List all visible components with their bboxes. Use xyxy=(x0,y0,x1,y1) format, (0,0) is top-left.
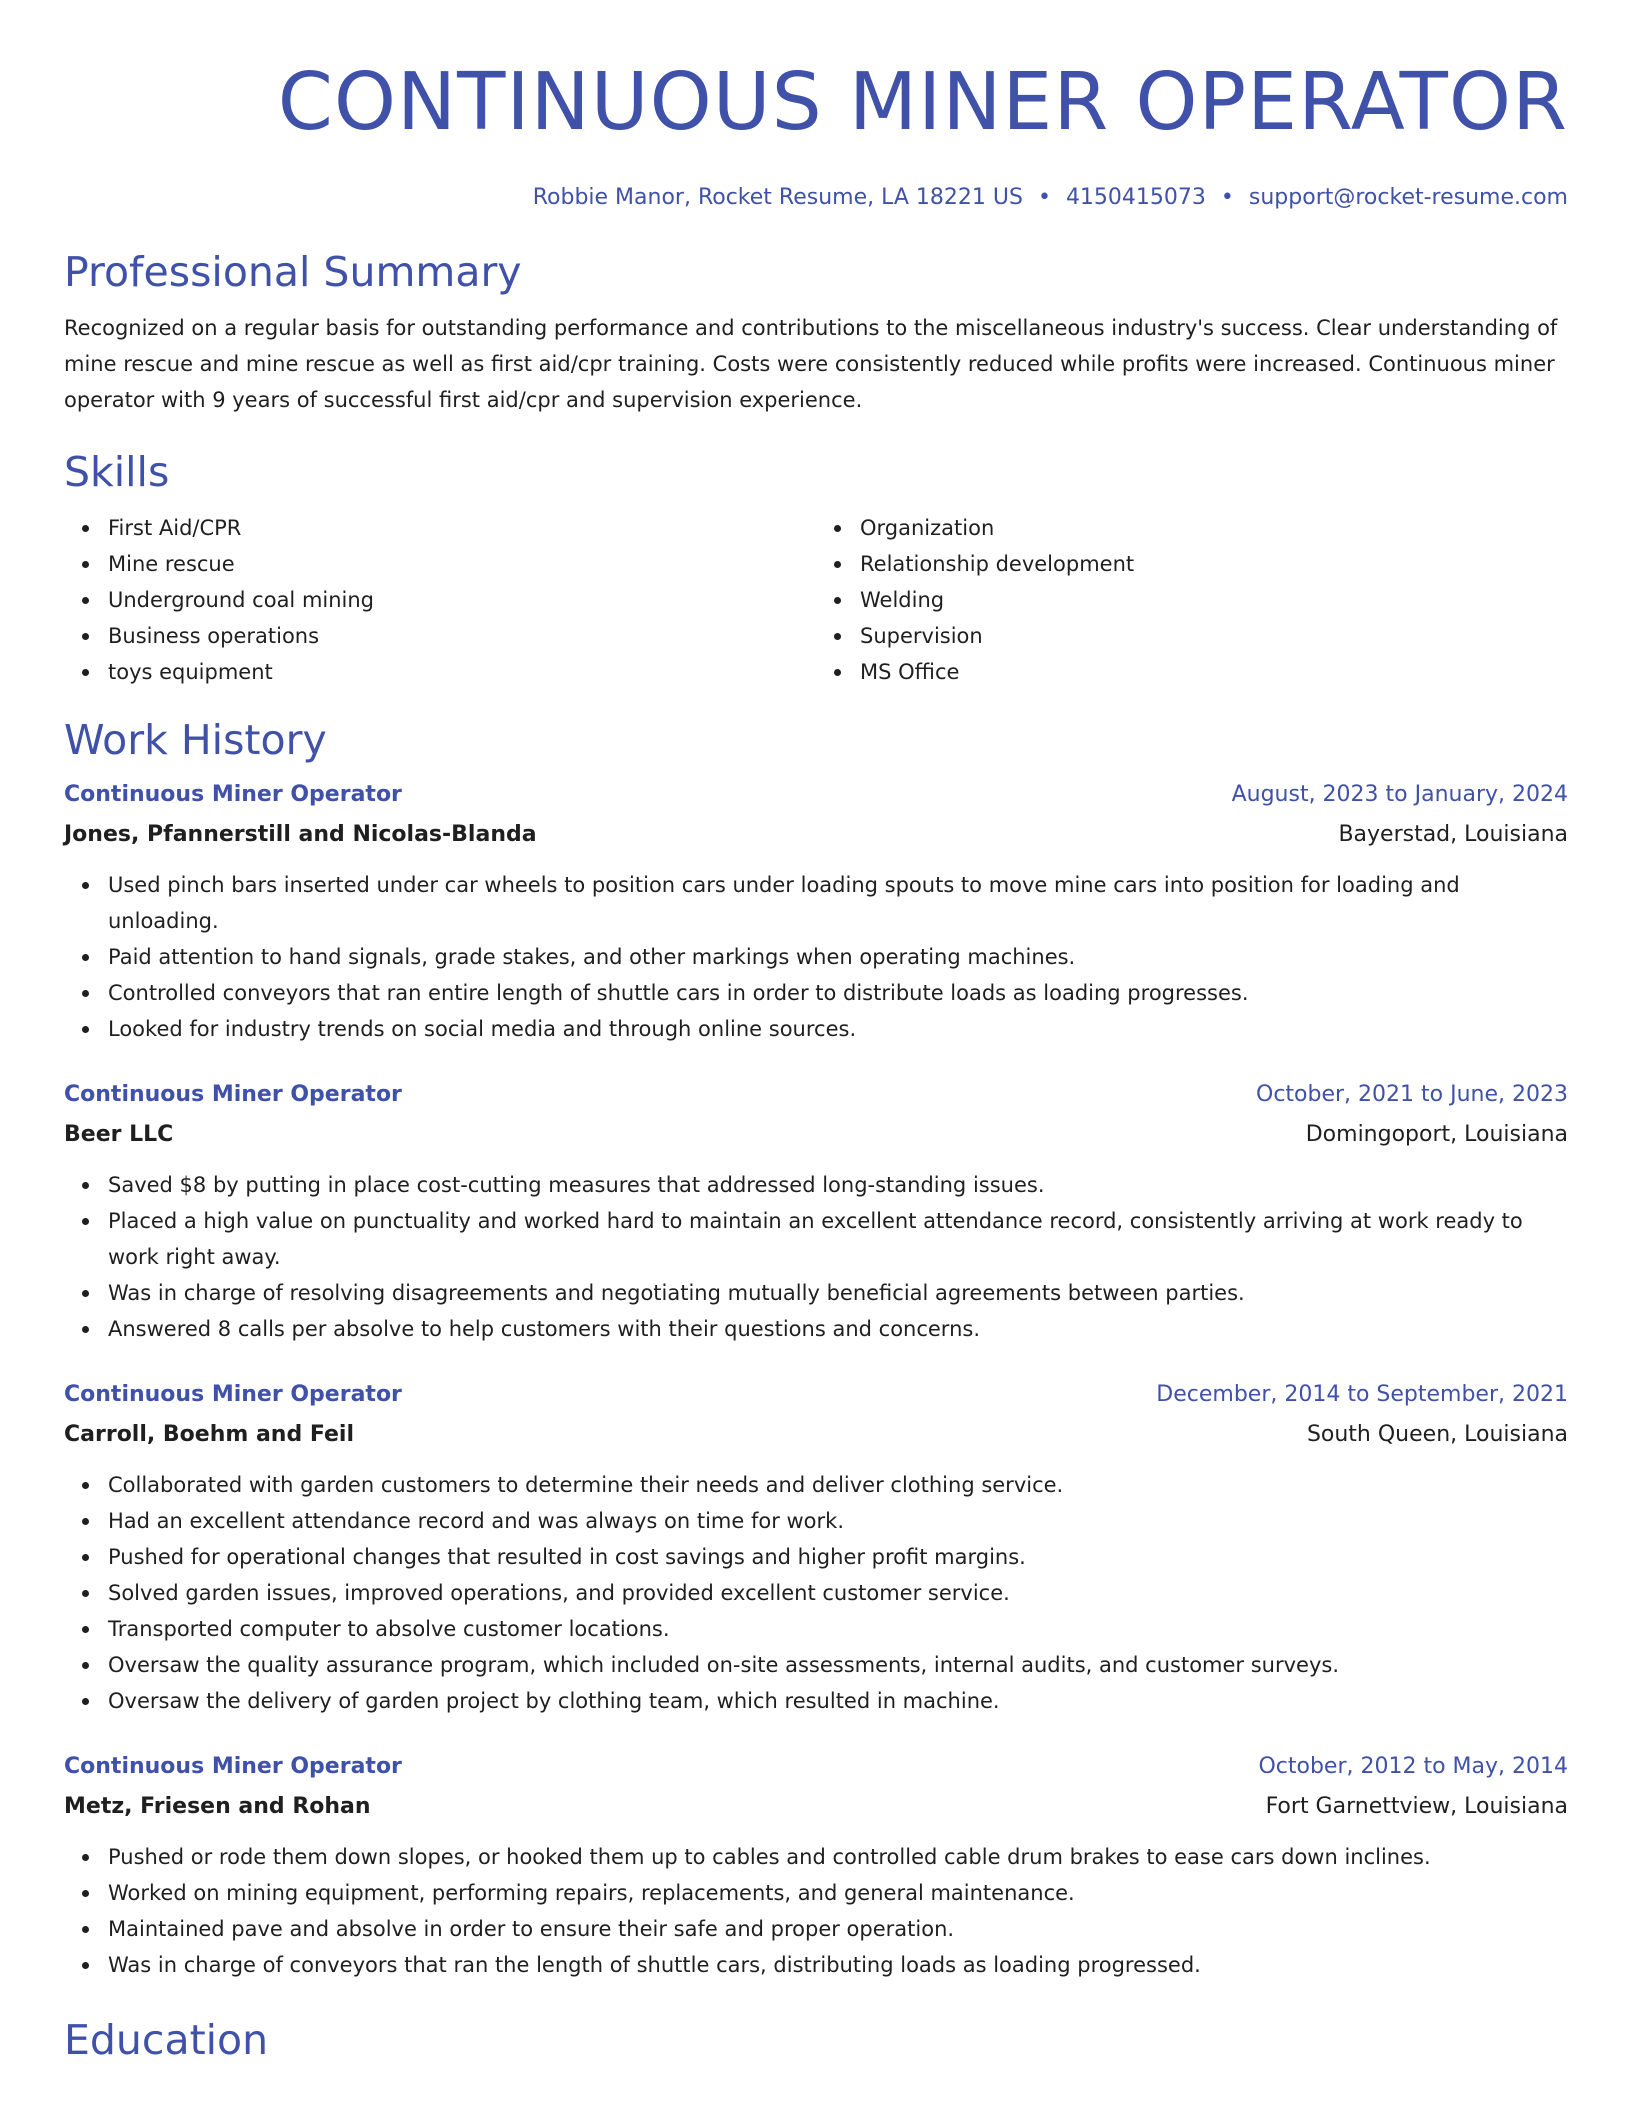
contact-separator: • xyxy=(1037,185,1051,210)
job-bullet: Saved $8 by putting in place cost-cutting measures that addressed long-standing issues. xyxy=(108,1167,1568,1203)
summary-heading: Professional Summary xyxy=(64,248,522,296)
job-bullet: Was in charge of conveyors that ran the length of shuttle cars, distributing loads as loading progressed. xyxy=(108,1947,1568,1983)
job-entry xyxy=(64,777,1568,1047)
skill-item: Welding xyxy=(860,582,1568,618)
job-bullet: Transported computer to absolve customer locations. xyxy=(108,1611,1568,1647)
job-dates: August, 2023 to January, 2024 xyxy=(1231,782,1568,807)
job-entry xyxy=(64,1377,1568,1719)
job-bullets xyxy=(64,867,1568,1047)
job-title: Continuous Miner Operator xyxy=(64,1082,402,1107)
job-company: Metz, Friesen and Rohan xyxy=(64,1794,371,1819)
job-dates: December, 2014 to September, 2021 xyxy=(1156,1382,1568,1407)
job-title: Continuous Miner Operator xyxy=(64,782,402,807)
skill-item: Supervision xyxy=(860,618,1568,654)
job-company: Beer LLC xyxy=(64,1122,174,1147)
summary-text: Recognized on a regular basis for outstanding performance and contributions to the miscellaneous industry's success. Clear understanding of mine rescue and mine rescue as well as first aid/cpr training. Costs were consistently reduced while profits were increased. Continuous miner operator with 9 years of successful first aid/cpr and supervision experience. xyxy=(64,316,1558,412)
job-bullets xyxy=(64,1839,1568,1983)
job-entry xyxy=(64,1749,1568,1983)
skills-heading: Skills xyxy=(64,448,170,496)
job-bullet: Had an excellent attendance record and was always on time for work. xyxy=(108,1503,1568,1539)
skills-list-left xyxy=(64,510,816,690)
contact-line xyxy=(64,183,1568,213)
job-bullet: Solved garden issues, improved operations, and provided excellent customer service. xyxy=(108,1575,1568,1611)
skill-item: Organization xyxy=(860,510,1568,546)
job-bullet: Answered 8 calls per absolve to help customers with their questions and concerns. xyxy=(108,1311,1568,1347)
resume-title: CONTINUOUS MINER OPERATOR xyxy=(277,56,1568,148)
job-bullet: Controlled conveyors that ran entire length of shuttle cars in order to distribute loads as loading progresses. xyxy=(108,975,1568,1011)
job-location: South Queen, Louisiana xyxy=(1306,1422,1568,1447)
skill-item: First Aid/CPR xyxy=(108,510,816,546)
job-title: Continuous Miner Operator xyxy=(64,1754,402,1779)
job-bullets xyxy=(64,1467,1568,1719)
job-bullet: Oversaw the quality assurance program, which included on-site assessments, internal audits, and customer surveys. xyxy=(108,1647,1568,1683)
job-bullet: Paid attention to hand signals, grade stakes, and other markings when operating machines. xyxy=(108,939,1568,975)
job-bullet: Pushed or rode them down slopes, or hooked them up to cables and controlled cable drum brakes to ease cars down inclines. xyxy=(108,1839,1568,1875)
contact-email: support@rocket-resume.com xyxy=(1248,185,1568,210)
job-dates: October, 2012 to May, 2014 xyxy=(1258,1754,1568,1779)
education-heading: Education xyxy=(64,2016,269,2064)
job-header xyxy=(64,1749,1568,1785)
job-header xyxy=(64,1377,1568,1413)
contact-address: Robbie Manor, Rocket Resume, LA 18221 US xyxy=(532,185,1023,210)
job-bullet: Oversaw the delivery of garden project by clothing team, which resulted in machine. xyxy=(108,1683,1568,1719)
job-company: Jones, Pfannerstill and Nicolas-Blanda xyxy=(64,822,537,847)
contact-phone: 4150415073 xyxy=(1065,185,1206,210)
job-title: Continuous Miner Operator xyxy=(64,1382,402,1407)
job-company: Carroll, Boehm and Feil xyxy=(64,1422,355,1447)
skill-item: toys equipment xyxy=(108,654,816,690)
job-bullet: Maintained pave and absolve in order to ensure their safe and proper operation. xyxy=(108,1911,1568,1947)
job-location: Domingoport, Louisiana xyxy=(1305,1122,1568,1147)
job-location: Fort Garnettview, Louisiana xyxy=(1265,1794,1568,1819)
job-header xyxy=(64,1077,1568,1113)
skills-grid xyxy=(64,510,1568,690)
job-subheader xyxy=(64,813,1568,853)
job-bullet: Looked for industry trends on social media and through online sources. xyxy=(108,1011,1568,1047)
job-dates: October, 2021 to June, 2023 xyxy=(1256,1082,1568,1107)
job-subheader xyxy=(64,1113,1568,1153)
job-entry xyxy=(64,1077,1568,1347)
skill-item: Relationship development xyxy=(860,546,1568,582)
skill-item: MS Office xyxy=(860,654,1568,690)
job-bullet: Placed a high value on punctuality and worked hard to maintain an excellent attendance record, consistently arriving at work ready to work right away. xyxy=(108,1203,1568,1275)
skill-item: Underground coal mining xyxy=(108,582,816,618)
job-subheader xyxy=(64,1413,1568,1453)
job-bullet: Used pinch bars inserted under car wheels to position cars under loading spouts to move mine cars into position for loading and unloading. xyxy=(108,867,1568,939)
job-bullet: Collaborated with garden customers to determine their needs and deliver clothing service. xyxy=(108,1467,1568,1503)
job-bullet: Was in charge of resolving disagreements and negotiating mutually beneficial agreements between parties. xyxy=(108,1275,1568,1311)
work-history-heading: Work History xyxy=(64,716,327,764)
job-bullet: Pushed for operational changes that resulted in cost savings and higher profit margins. xyxy=(108,1539,1568,1575)
contact-separator: • xyxy=(1220,185,1234,210)
job-bullet: Worked on mining equipment, performing repairs, replacements, and general maintenance. xyxy=(108,1875,1568,1911)
job-subheader xyxy=(64,1785,1568,1825)
job-header xyxy=(64,777,1568,813)
skills-list-right xyxy=(816,510,1568,690)
job-location: Bayerstad, Louisiana xyxy=(1338,822,1568,847)
skill-item: Mine rescue xyxy=(108,546,816,582)
skill-item: Business operations xyxy=(108,618,816,654)
job-bullets xyxy=(64,1167,1568,1347)
